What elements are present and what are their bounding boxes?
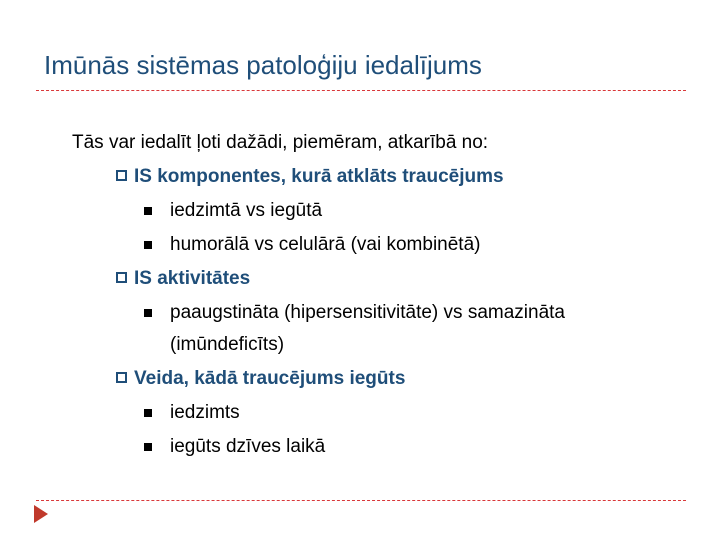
section-heading-acquisition — [72, 362, 672, 396]
hollow-square-icon — [116, 372, 127, 383]
list-item-label: iedzimtā vs iegūtā — [170, 200, 323, 221]
section-heading-component — [72, 160, 672, 194]
hollow-square-icon — [116, 272, 127, 283]
intro-text: Tās var iedalīt ļoti dažādi, piemēram, atkarībā no: — [72, 132, 489, 153]
list-item — [72, 194, 672, 228]
section-heading-activity — [72, 262, 672, 296]
filled-square-icon — [144, 207, 152, 215]
filled-square-icon — [144, 443, 152, 451]
footer-divider — [36, 500, 686, 501]
slide-title: Imūnās sistēmas patoloģiju iedalījums — [44, 50, 482, 80]
section-heading-label: IS aktivitātes — [134, 268, 251, 289]
list-item — [72, 228, 672, 262]
play-arrow-icon[interactable] — [34, 505, 48, 523]
list-item-label: humorālā vs celulārā (vai kombinētā) — [170, 234, 481, 255]
hollow-square-icon — [116, 170, 127, 181]
list-item-label: paaugstināta (hipersensitivitāte) vs samazināta (imūndeficīts) — [170, 302, 565, 355]
section-heading-label: IS komponentes, kurā atklāts traucējums — [134, 166, 504, 187]
list-item — [72, 430, 672, 464]
list-item-label: iedzimts — [170, 402, 240, 423]
slide-body — [72, 126, 672, 464]
filled-square-icon — [144, 241, 152, 249]
title-divider — [36, 90, 686, 91]
list-item-label: iegūts dzīves laikā — [170, 436, 326, 457]
filled-square-icon — [144, 409, 152, 417]
list-item — [72, 296, 672, 362]
list-item — [72, 396, 672, 430]
section-heading-label: Veida, kādā traucējums iegūts — [134, 368, 406, 389]
filled-square-icon — [144, 309, 152, 317]
